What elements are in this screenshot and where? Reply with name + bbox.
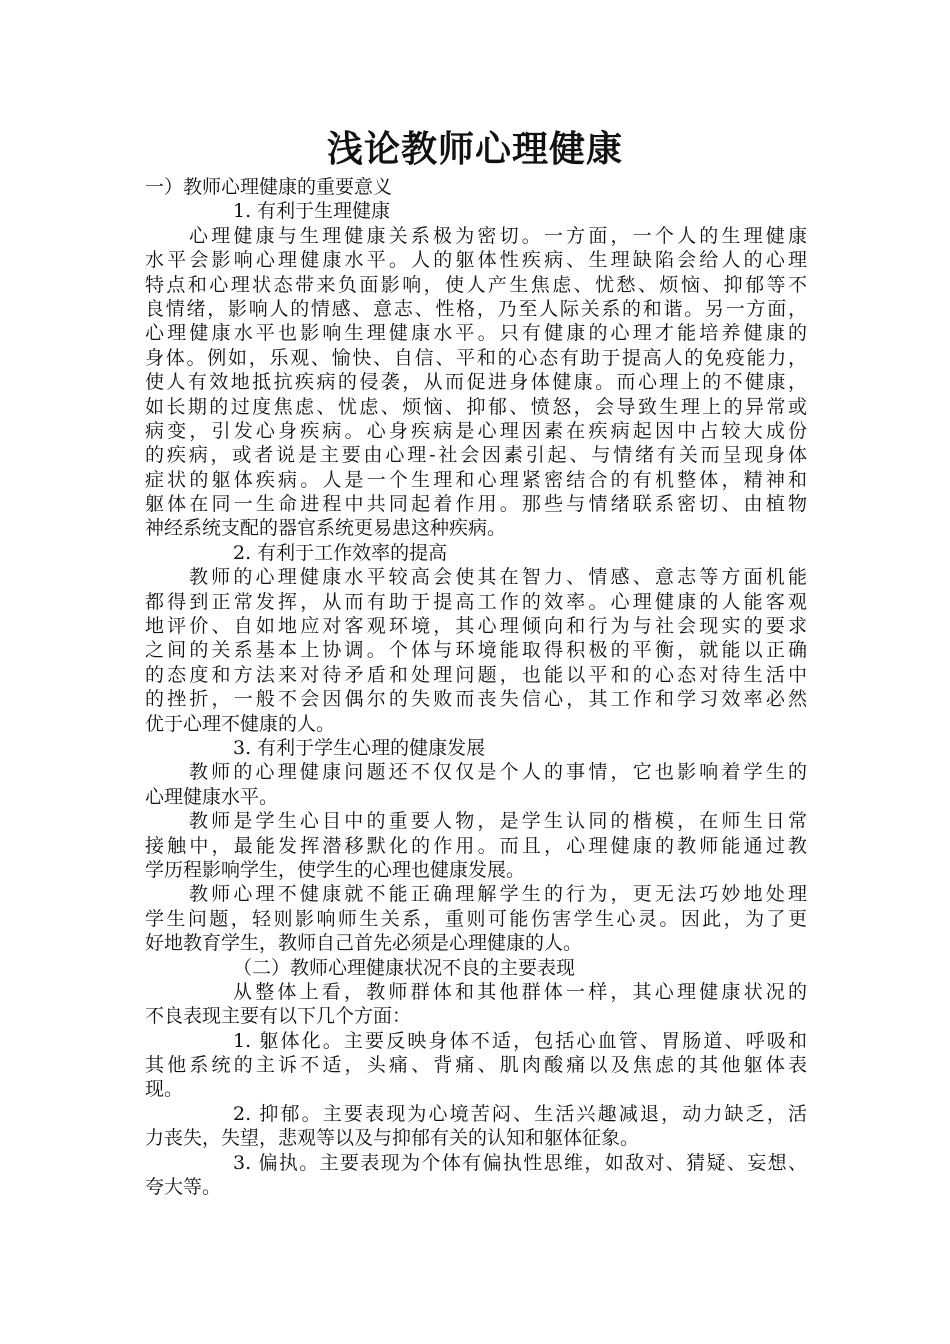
text-line: 心理健康与生理健康关系极为密切。一方面，一个人的生理健康: [189, 224, 807, 247]
text-line: 特点和心理状态带来负面影响，使人产生焦虑、忧愁、烦恼、抑郁等不: [145, 273, 807, 296]
text-line: 教师心理不健康就不能正确理解学生的行为，更无法巧妙地处理: [189, 883, 807, 906]
text-line: （二）教师心理健康状况不良的主要表现: [233, 956, 576, 979]
text-line: 地评价、自如地应对客观环境，其心理倾向和行为与社会现实的要求: [145, 615, 807, 638]
text-line: 夸大等。: [145, 1176, 222, 1199]
text-line: 学生问题，轻则影响师生关系，重则可能伤害学生心灵。因此，为了更: [145, 907, 807, 930]
text-line: 教师的心理健康水平较高会使其在智力、情感、意志等方面机能: [189, 566, 807, 589]
text-line: 的疾病，或者说是主要由心理-社会因素引起、与情绪有关而呈现身体: [145, 444, 807, 467]
text-line: 一）教师心理健康的重要意义: [145, 176, 393, 198]
text-line: 教师的心理健康问题还不仅仅是个人的事情，它也影响着学生的: [189, 761, 807, 784]
text-line: 不良表现主要有以下几个方面：: [145, 1005, 412, 1028]
text-line: 的态度和方法来对待矛盾和处理问题，也能以平和的心态对待生活中: [145, 663, 807, 686]
text-line: 2. 有利于工作效率的提高: [233, 541, 448, 564]
text-line: 病变，引发心身疾病。心身疾病是心理因素在疾病起因中占较大成份: [145, 419, 807, 442]
text-line: 1. 有利于生理健康: [233, 200, 391, 223]
text-line: 之间的关系基本上协调。个体与环境能取得积极的平衡，就能以正确: [145, 639, 807, 662]
text-line: 2. 抑郁。主要表现为心境苦闷、生活兴趣减退，动力缺乏，活: [233, 1102, 807, 1125]
text-line: 的挫折，一般不会因偶尔的失败而丧失信心，其工作和学习效率必然: [145, 688, 807, 711]
text-line: 身体。例如，乐观、愉快、自信、平和的心态有助于提高人的免疫能力，: [145, 346, 807, 369]
text-line: 接触中，最能发挥潜移默化的作用。而且，心理健康的教师能通过教: [145, 834, 807, 857]
text-line: 教师是学生心目中的重要人物，是学生认同的楷模，在师生日常: [189, 810, 807, 833]
text-line: 从整体上看，教师群体和其他群体一样，其心理健康状况的: [233, 980, 807, 1003]
document-body: [145, 175, 807, 1199]
text-line: 水平会影响心理健康水平。人的躯体性疾病、生理缺陷会给人的心理: [145, 249, 807, 272]
text-line: 神经系统支配的器官系统更易患这种疾病。: [145, 517, 507, 540]
text-line: 力丧失，失望，悲观等以及与抑郁有关的认知和躯体征象。: [145, 1127, 640, 1150]
text-line: 都得到正常发挥，从而有助于提高工作的效率。心理健康的人能客观: [145, 590, 807, 613]
text-line: 1. 躯体化。主要反映身体不适，包括心血管、胃肠道、呼吸和: [233, 1029, 807, 1052]
text-line: 心理健康水平也影响生理健康水平。只有健康的心理才能培养健康的: [145, 322, 807, 345]
text-line: 3. 有利于学生心理的健康发展: [233, 736, 486, 759]
text-line: 如长期的过度焦虑、忧虑、烦恼、抑郁、愤怒，会导致生理上的异常或: [145, 395, 807, 418]
document-title: 浅论教师心理健康: [326, 129, 623, 170]
text-line: 现。: [145, 1078, 184, 1101]
text-line: 学历程影响学生，使学生的心理也健康发展。: [145, 858, 526, 881]
text-line: 好地教育学生，教师自己首先必须是心理健康的人。: [145, 932, 583, 955]
text-line: 其他系统的主诉不适，头痛、背痛、肌肉酸痛以及焦虑的其他躯体表: [145, 1054, 807, 1077]
text-line: 使人有效地抵抗疾病的侵袭，从而促进身体健康。而心理上的不健康，: [145, 371, 807, 394]
text-line: 优于心理不健康的人。: [145, 712, 336, 735]
text-line: 良情绪，影响人的情感、意志、性格，乃至人际关系的和谐。另一方面，: [145, 297, 807, 320]
text-line: 心理健康水平。: [145, 785, 279, 808]
text-line: 3. 偏执。主要表现为个体有偏执性思维，如敌对、猜疑、妄想、: [233, 1151, 807, 1174]
text-line: 躯体在同一生命进程中共同起着作用。那些与情绪联系密切、由植物: [145, 493, 807, 516]
text-line: 症状的躯体疾病。人是一个生理和心理紧密结合的有机整体，精神和: [145, 468, 807, 491]
